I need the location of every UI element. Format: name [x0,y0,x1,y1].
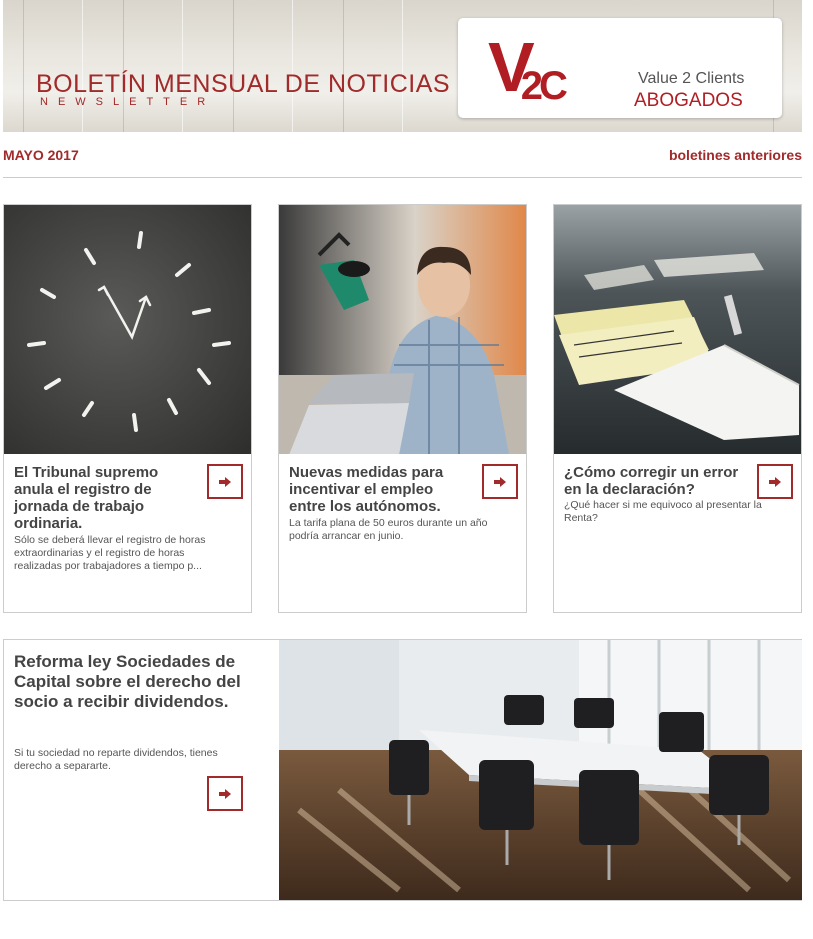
card-summary: Sólo se deberá llevar el registro de horas extraordinarias y el registro de horas realizadas por trabajadores a tiempo p... [14,534,206,572]
card-title[interactable]: Nuevas medidas para incentivar el empleo entre los autónomos. [289,464,444,515]
logo-firm: ABOGADOS [634,90,743,111]
logo-mark [488,28,564,113]
banner-column [23,0,83,132]
card-summary: ¿Qué hacer si me equivoco al presentar la Renta? [564,499,762,524]
card-summary: La tarifa plana de 50 euros durante un año podría arrancar en junio. [289,517,488,542]
arrow-right-icon [494,477,506,486]
arrow-right-icon [219,477,231,486]
read-more-button[interactable] [207,776,243,811]
newsletter-title: BOLETÍN MENSUAL DE NOTICIAS [36,70,451,98]
header-banner [3,0,802,132]
divider [3,177,802,178]
banner-column [233,0,293,132]
logo[interactable] [458,18,782,118]
read-more-button[interactable] [482,464,518,499]
card-image-desk-papers[interactable] [554,205,801,454]
news-card [278,204,527,613]
arrow-right-icon [769,477,781,486]
date-bar [3,147,802,165]
read-more-button[interactable] [207,464,243,499]
logo-mark-v: V [488,28,521,106]
card-title[interactable]: ¿Cómo corregir un error en la declaración? [564,464,739,498]
read-more-button[interactable] [757,464,793,499]
previous-newsletters-link[interactable]: boletines anteriores [668,147,802,163]
feature-title[interactable]: Reforma ley Sociedades de Capital sobre el derecho del socio a recibir dividendos. [14,652,241,711]
issue-date: MAYO 2017 [3,147,79,163]
banner-column [123,0,183,132]
news-card [3,204,252,613]
card-image-man-laptop[interactable] [279,205,526,454]
arrow-right-icon [219,789,231,798]
banner-column [343,0,403,132]
feature-image-meeting-room[interactable] [279,640,802,900]
card-title[interactable]: El Tribunal supremo anula el registro de jornada de trabajo ordinaria. [14,464,159,532]
feature-article [3,639,802,901]
logo-mark-2c: 2C [520,64,564,108]
logo-name: Value 2 Clients [638,70,745,87]
news-card [553,204,802,613]
feature-summary: Si tu sociedad no reparte dividendos, tienes derecho a separarte. [14,747,218,772]
newsletter-subtitle: NEWSLETTER [40,96,216,108]
card-image-chalkboard-clock[interactable] [4,205,251,454]
